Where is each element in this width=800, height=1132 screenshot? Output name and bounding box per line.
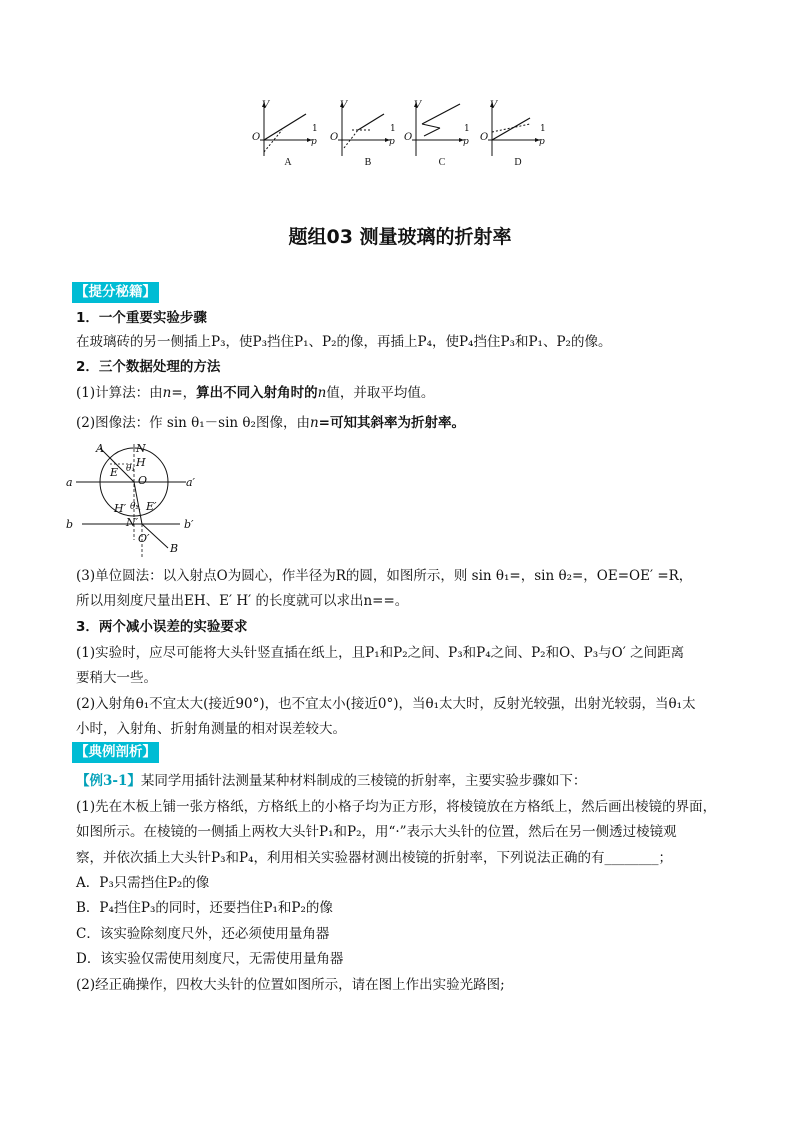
- example-intro: [76, 771, 586, 791]
- diagram-label-b-ray: B: [170, 542, 179, 555]
- diagram-label-b: b: [66, 518, 74, 531]
- graph-method-prefix: (2)图像法：作 sin θ₁－sin θ₂图像，由: [76, 415, 310, 431]
- examples-tag: 【典例剖析】: [72, 742, 159, 763]
- option-c: C．该实验除刻度尺外，还必须使用量角器: [76, 926, 330, 942]
- paragraph-1: 在玻璃砖的另一侧插上P₃，使P₃挡住P₁、P₂的像，再插上P₄，使P₄挡住P₃和P₁、P₂的像。: [76, 334, 612, 350]
- heading-1: 1．一个重要实验步骤: [76, 310, 207, 326]
- calc-eq: =，: [171, 385, 197, 401]
- paragraph-calc: [76, 383, 434, 403]
- diagram-label-theta2: θ₂: [130, 502, 140, 512]
- paragraph-req-1b: 要稍大一些。: [76, 670, 157, 686]
- example-label: 【例3-1】: [76, 773, 141, 789]
- calc-n2: n: [317, 385, 327, 401]
- paragraph-req-2a: (2)入射角θ₁不宜太大(接近90°)，也不宜太小(接近0°)，当θ₁太大时，反射光较强，出射光较弱，当θ₁太: [76, 696, 696, 712]
- diagram-label-a-prime: a′: [186, 476, 196, 489]
- diagram-label-e: E: [110, 466, 119, 479]
- question-line-1: (1)先在木板上铺一张方格纸，方格纸上的小格子均为正方形，将棱镜放在方格纸上，然后画出棱镜的界面，: [76, 799, 717, 815]
- calc-suffix: 值，并取平均值。: [326, 385, 435, 401]
- option-d: D．该实验仅需使用刻度尺，无需使用量角器: [76, 951, 344, 967]
- graph-b-o-label: O: [330, 132, 339, 143]
- diagram-label-h: H: [136, 456, 146, 469]
- diagram-label-n-prime: N′: [126, 516, 139, 529]
- calc-prefix: (1)计算法：由: [76, 385, 163, 401]
- diagram-label-n: N: [136, 442, 146, 455]
- graph-a-x-num: 1: [312, 124, 318, 134]
- graph-a-x-den: p: [311, 137, 317, 147]
- diagram-label-theta1: θ₁: [126, 464, 136, 474]
- graph-b-x-den: p: [389, 137, 395, 147]
- graph-method-bold: =可知其斜率为折射率。: [318, 415, 465, 431]
- paragraph-unit-circle-1: (3)单位圆法：以入射点O为圆心，作半径为R的圆，如图所示，则 sin θ₁=，sin θ₂=，OE=OE′ =R，: [76, 568, 693, 584]
- graph-label-d: D: [514, 157, 522, 168]
- heading-3: 3．两个减小误差的实验要求: [76, 619, 248, 635]
- diagram-label-b-prime: b′: [184, 518, 194, 531]
- section-title: 题组03 测量玻璃的折射率: [288, 226, 512, 248]
- calc-bold: 算出不同入射角时的: [196, 385, 318, 401]
- graph-method-n: n: [309, 415, 319, 431]
- graph-d-x-den: p: [539, 137, 545, 147]
- graph-label-b: B: [364, 157, 372, 168]
- paragraph-req-1a: (1)实验时，应尽可能将大头针竖直插在纸上，且P₁和P₂之间、P₃和P₄之间、P₂和O、P₃与O′ 之间距离: [76, 645, 685, 661]
- graph-label-a: A: [284, 157, 292, 168]
- diagram-label-o-prime: O′: [138, 532, 150, 545]
- graph-b-x-num: 1: [390, 124, 396, 134]
- diagram-label-e-prime: E′: [146, 500, 157, 513]
- paragraph-unit-circle-2: 所以用刻度尺量出EH、E′ H′ 的长度就可以求出n==。: [76, 593, 409, 609]
- example-text: 某同学用插针法测量某种材料制成的三棱镜的折射率，主要实验步骤如下：: [140, 773, 587, 789]
- diagram-label-o: O: [138, 474, 148, 487]
- diagram-label-a-top: A: [96, 442, 104, 455]
- tips-tag: 【提分秘籍】: [72, 282, 159, 303]
- option-a: A．P₃只需挡住P₂的像: [76, 875, 210, 891]
- diagram-label-h-prime: H′: [114, 502, 127, 515]
- graph-d-x-num: 1: [540, 124, 546, 134]
- diagram-label-a: a: [66, 476, 73, 489]
- graph-c-v-label: V: [414, 100, 422, 111]
- graph-c-x-num: 1: [464, 124, 470, 134]
- graph-c-x-den: p: [463, 137, 469, 147]
- paragraph-graph: [76, 413, 465, 433]
- graph-label-c: C: [438, 157, 446, 168]
- calc-n: n: [162, 385, 172, 401]
- question-line-4: (2)经正确操作，四枚大头针的位置如图所示，请在图上作出实验光路图;: [76, 977, 505, 993]
- graph-c-o-label: O: [404, 132, 413, 143]
- graph-a-o-label: O: [252, 132, 261, 143]
- graph-b-v-label: V: [340, 100, 348, 111]
- question-line-3: 察，并依次插上大头针P₃和P₄，利用相关实验器材测出棱镜的折射率，下列说法正确的有________；: [76, 850, 672, 866]
- heading-2: 2．三个数据处理的方法: [76, 359, 221, 375]
- graph-d-o-label: O: [480, 132, 489, 143]
- paragraph-req-2b: 小时，入射角、折射角测量的相对误差较大。: [76, 721, 346, 737]
- question-line-2: 如图所示。在棱镜的一侧插上两枚大头针P₁和P₂，用“·”表示大头针的位置，然后在另一侧透过棱镜观: [76, 824, 677, 840]
- graph-a-v-label: V: [262, 100, 270, 111]
- graph-d-v-label: V: [490, 100, 498, 111]
- option-b: B．P₄挡住P₃的同时，还要挡住P₁和P₂的像: [76, 900, 333, 916]
